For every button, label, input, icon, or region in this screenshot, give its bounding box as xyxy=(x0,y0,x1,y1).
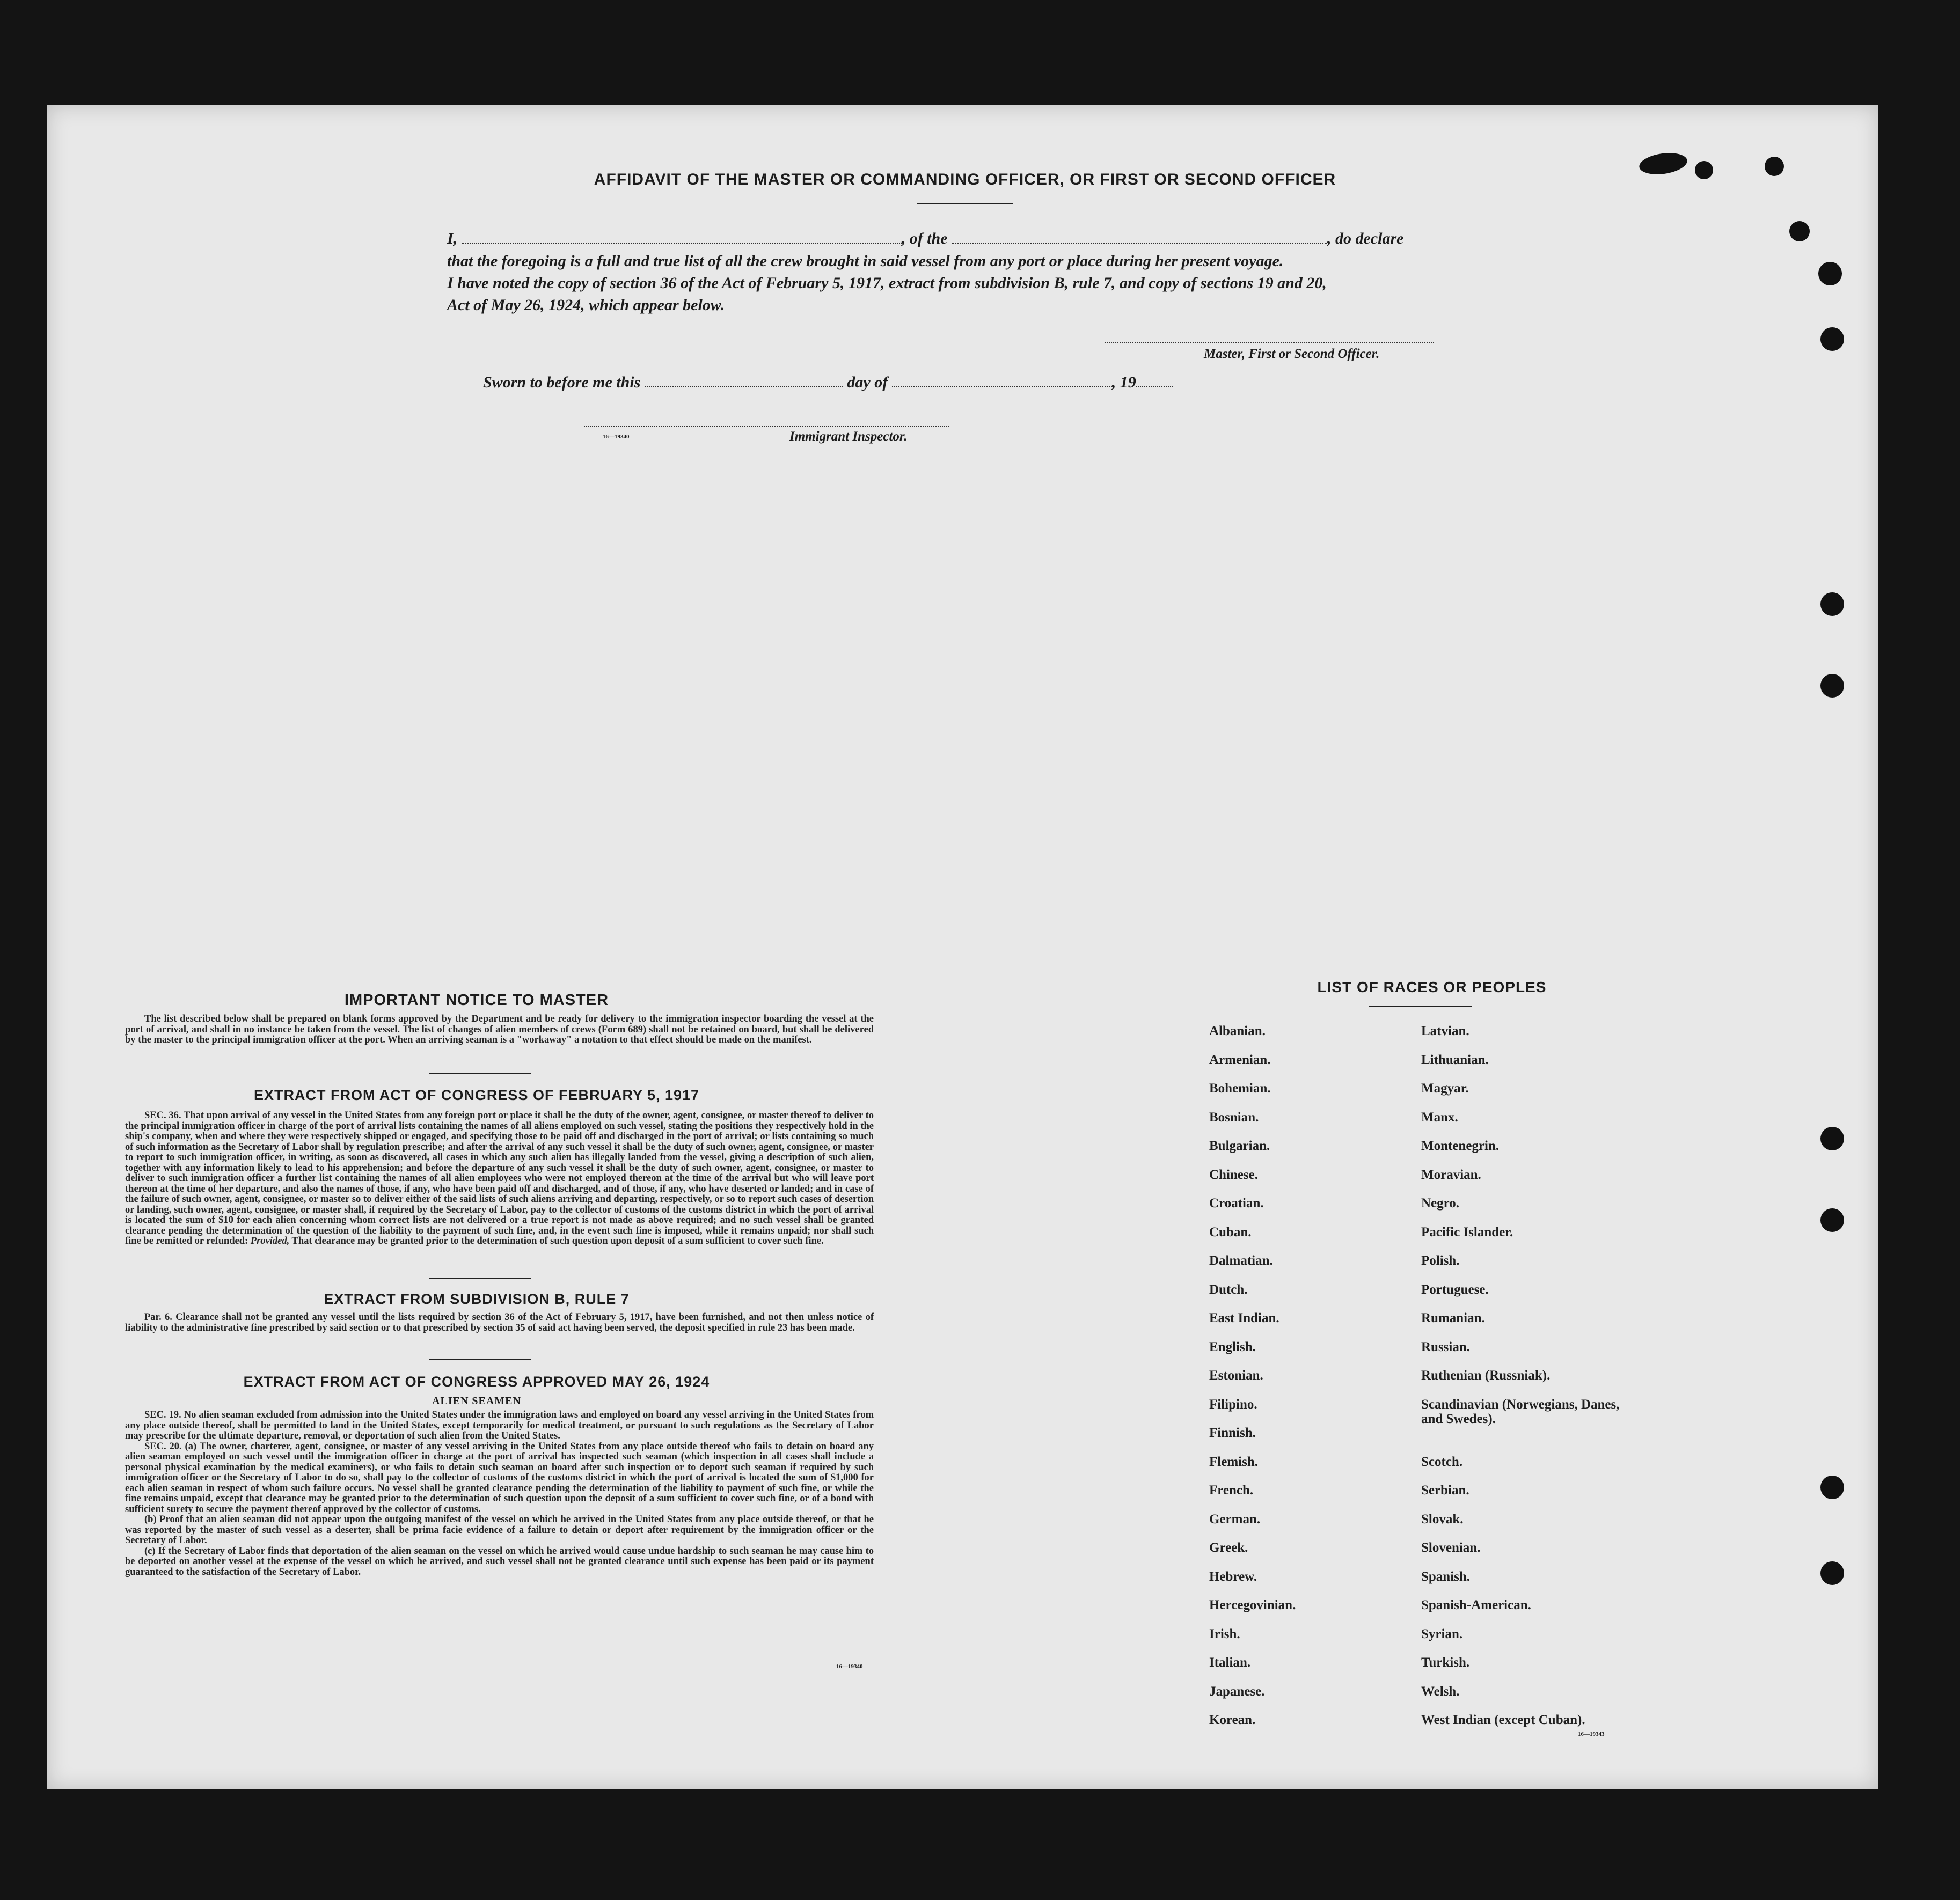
extract-1917-body xyxy=(125,1111,874,1247)
race-item: Croatian. xyxy=(1209,1196,1264,1211)
sworn-year-prefix: , 19 xyxy=(1111,373,1136,391)
race-item: Welsh. xyxy=(1421,1684,1460,1699)
section-divider xyxy=(429,1278,531,1279)
affidavit-i: I, xyxy=(447,230,458,247)
punch-hole xyxy=(1789,221,1810,241)
inspector-signature-line[interactable] xyxy=(584,426,949,427)
sec20a-paragraph: SEC. 20. (a) The owner, charterer, agent, consignee, or master of any vessel arriving in the United States from any place outside thereof who fails to detain on board any alien seaman employed on such vessel until the immigration officer in charge at the port of arrival has inspected such seaman (which inspection in all cases shall include a personal physical examination by the medical examiners), or who fails to detain such seaman on board after such inspection or to deport such seaman if required by such immigration officer or the Secretary of Labor to do so, shall pay to the collector of customs of the customs district in which the port of arrival is located the sum of $1,000 for each alien seaman in respect of whom such failure occurs. No vessel shall be granted clearance pending the determination of the liability to payment of such fine, or while the fine remains unpaid, except that clearance may be granted prior to the determination of such question upon the deposit of a sum sufficient to cover such fine, or of a bond with sufficient surety to secure the payment thereof approved by the collector of customs. xyxy=(125,1441,874,1515)
section-divider xyxy=(429,1073,531,1074)
race-item: Dutch. xyxy=(1209,1282,1248,1297)
race-item: Finnish. xyxy=(1209,1426,1256,1440)
extract-1917-title: EXTRACT FROM ACT OF CONGRESS OF FEBRUARY 5, 1917 xyxy=(253,1087,700,1103)
rule7-paragraph: Par. 6. Clearance shall not be granted any vessel until the lists required by section 36 of the Act of February 5, 1917, have been furnished, and not then unless notice of liability to the administrative fine prescribed by said section or to that prescribed by section 35 of said act having been served, the deposit specified in rule 23 has been made. xyxy=(125,1312,874,1333)
notice-title: IMPORTANT NOTICE TO MASTER xyxy=(344,992,609,1009)
sworn-month-blank[interactable] xyxy=(892,375,1112,387)
race-item: Montenegrin. xyxy=(1421,1139,1500,1153)
race-item: Latvian. xyxy=(1421,1024,1469,1038)
race-item: Polish. xyxy=(1421,1253,1460,1268)
race-item: Chinese. xyxy=(1209,1167,1258,1182)
race-item: Albanian. xyxy=(1209,1024,1266,1038)
sec19-paragraph: SEC. 19. No alien seaman excluded from admission into the United States under the immigration laws and employed on board any vessel arriving in the United States from any place outside thereof, shall be permitted to land in the United States, except temporarily for medical treatment, or pursuant to such regulations as the Secretary of Labor may prescribe for the ultimate departure, removal, or deportation of such alien from the United States. xyxy=(125,1410,874,1441)
race-item: French. xyxy=(1209,1483,1254,1498)
extract-1924-title: EXTRACT FROM ACT OF CONGRESS APPROVED MAY 26, 1924 xyxy=(243,1374,710,1390)
race-item: Greek. xyxy=(1209,1540,1248,1555)
provided-word: Provided, xyxy=(250,1236,290,1246)
race-item: Syrian. xyxy=(1421,1626,1463,1641)
race-item: Slovenian. xyxy=(1421,1540,1481,1555)
punch-hole xyxy=(1820,674,1844,698)
race-item: Russian. xyxy=(1421,1339,1471,1354)
punch-hole xyxy=(1820,592,1844,616)
punch-hole xyxy=(1820,1561,1844,1585)
race-item: Negro. xyxy=(1421,1196,1460,1211)
affidavit-form-code: 16—19340 xyxy=(603,434,630,440)
notice-body xyxy=(125,1014,874,1046)
affidavit-line-3: I have noted the copy of section 36 of the Act of February 5, 1917, extract from subdivision B, rule 7, and copy of sections 19 and 20, xyxy=(447,274,1327,292)
race-item: Flemish. xyxy=(1209,1454,1258,1469)
extract-form-code: 16—19340 xyxy=(836,1663,863,1670)
affidavit-of-the: , of the xyxy=(901,230,948,247)
race-item: Manx. xyxy=(1421,1110,1458,1125)
race-item: Bulgarian. xyxy=(1209,1139,1270,1153)
sworn-year-blank[interactable] xyxy=(1136,375,1173,387)
sworn-prefix: Sworn to before me this xyxy=(483,373,641,391)
sec20c-paragraph: (c) If the Secretary of Labor finds that deportation of the alien seaman on the vessel on which he arrived would cause undue hardship to such seaman he may cause him to be deported on another vessel at the expense of the vessel on which he arrived, and such vessel shall not be granted clearance until such expense has been paid or its payment guaranteed to the satisfaction of the Secretary of Labor. xyxy=(125,1545,874,1578)
alien-seamen-subtitle: ALIEN SEAMEN xyxy=(432,1395,521,1407)
ink-blot xyxy=(1695,161,1713,179)
race-item: Moravian. xyxy=(1421,1167,1481,1182)
master-signature-label: Master, First or Second Officer. xyxy=(1204,347,1380,361)
sworn-day-of: day of xyxy=(847,373,888,391)
section-divider xyxy=(429,1359,531,1360)
rule7-title: EXTRACT FROM SUBDIVISION B, RULE 7 xyxy=(324,1291,630,1307)
ink-blot xyxy=(1638,150,1688,177)
punch-hole xyxy=(1820,327,1844,351)
race-item: Portuguese. xyxy=(1421,1282,1489,1297)
races-title-divider xyxy=(1369,1006,1472,1007)
race-item: Hercegovinian. xyxy=(1209,1598,1296,1612)
affidavit-do-declare: , do declare xyxy=(1327,230,1404,247)
race-item: Cuban. xyxy=(1209,1224,1252,1239)
races-form-code: 16—19343 xyxy=(1578,1731,1605,1737)
affidavit-line-1 xyxy=(447,228,1515,250)
rule7-body xyxy=(125,1312,874,1333)
punch-hole xyxy=(1820,1208,1844,1232)
document-page xyxy=(47,105,1878,1789)
race-item: Bohemian. xyxy=(1209,1081,1271,1096)
title-divider xyxy=(917,203,1013,204)
race-item: Armenian. xyxy=(1209,1052,1271,1067)
ink-blot xyxy=(1765,157,1784,176)
race-item: Rumanian. xyxy=(1421,1311,1485,1325)
notice-paragraph: The list described below shall be prepared on blank forms approved by the Department and be ready for delivery to the immigration inspector boarding the vessel at the port of arrival, and shall in no instance be taken from the vessel. The list of changes of alien members of crews (Form 689) shall not be retained on board, but shall be delivered by the master to the principal immigration officer at the port. When an arriving seaman is a "workaway" a notation to that effect should be made on the manifest. xyxy=(125,1014,874,1045)
inspector-label: Immigrant Inspector. xyxy=(789,429,908,444)
race-item: Estonian. xyxy=(1209,1368,1263,1383)
affidavit-line-2: that the foregoing is a full and true list of all the crew brought in said vessel from any port or place during her present voyage. xyxy=(447,252,1284,270)
punch-hole xyxy=(1820,1127,1844,1150)
race-item: Pacific Islander. xyxy=(1421,1224,1513,1239)
vessel-blank[interactable] xyxy=(952,231,1327,244)
race-item: Ruthenian (Russniak). xyxy=(1421,1368,1551,1383)
race-item: English. xyxy=(1209,1339,1256,1354)
sworn-line xyxy=(483,371,1551,394)
affidavit-title: AFFIDAVIT OF THE MASTER OR COMMANDING OFFICER, OR FIRST OR SECOND OFFICER xyxy=(594,171,1336,188)
extract-1924-body xyxy=(125,1410,874,1578)
race-item: Italian. xyxy=(1209,1655,1251,1670)
race-item: German. xyxy=(1209,1512,1261,1527)
sec20b-paragraph: (b) Proof that an alien seaman did not appear upon the outgoing manifest of the vessel on which he arrived in the United States from any place outside thereof, or that he was reported by the master of such vessel as a deserter, shall be prima facie evidence of a failure to detain or deport after requirement by the immigration officer or the Secretary of Labor. xyxy=(125,1514,874,1546)
race-item: Filipino. xyxy=(1209,1397,1257,1412)
punch-hole xyxy=(1818,262,1842,285)
race-item: Bosnian. xyxy=(1209,1110,1259,1125)
race-item: Magyar. xyxy=(1421,1081,1469,1096)
punch-hole xyxy=(1820,1476,1844,1499)
sec36-text: SEC. 36. That upon arrival of any vessel in the United States from any foreign port or place it shall be the duty of the owner, agent, consignee, or master thereof to deliver to the principal immigration officer in charge of the port of arrival lists containing the names of all aliens employed on such vessel, stating the positions they respectively hold in the ship's company, when and where they were respectively shipped or engaged, and specifying those to be paid off and discharged in the port of arrival; or lists containing so much of such information as the Secretary of Labor shall by regulation prescribe; and after the arrival of any such vessel it shall be the duty of such owner, agent, consignee, or master to report to such immigration officer, in writing, as soon as discovered, all cases in which any such alien has illegally landed from the vessel, giving a description of such alien, together with any information likely to lead to his apprehension; and before the departure of any such vessel it shall be the duty of such owner, agent, consignee, or master to deliver to such immigration officer a further list containing the names of all alien employees who were not employed thereon at the time of the arrival but who will leave port thereon at the time of her departure, and also the names of those, if any, who have been paid off and discharged, and of those, if any, who have deserted or landed; and in case of the failure of such owner, agent, consignee, or master so to deliver either of the said lists of such aliens arriving and departing, respectively, or so to report such cases of desertion or landing, such owner, agent, consignee, or master shall, if required by the Secretary of Labor, pay to the collector of customs of the customs district in which the port of arrival is located the sum of $10 for each alien concerning whom correct lists are not delivered or a true report is not made as above required; and no such vessel shall be granted clearance pending the determination of the question of the liability to the payment of such fine, and, in the event such fine is imposed, while it remains unpaid; nor shall such fine be remitted or refunded: xyxy=(125,1110,874,1246)
races-title: LIST OF RACES OR PEOPLES xyxy=(1317,979,1547,995)
race-item: Lithuanian. xyxy=(1421,1052,1489,1067)
race-item: Serbian. xyxy=(1421,1483,1469,1498)
race-item: Turkish. xyxy=(1421,1655,1470,1670)
name-blank[interactable] xyxy=(462,231,902,244)
race-item: Dalmatian. xyxy=(1209,1253,1273,1268)
race-item: West Indian (except Cuban). xyxy=(1421,1713,1585,1727)
race-item: Japanese. xyxy=(1209,1684,1265,1699)
race-item: Slovak. xyxy=(1421,1512,1464,1527)
race-item: Scandinavian (Norwegians, Danes, and Swedes). xyxy=(1421,1397,1620,1426)
master-signature-line[interactable] xyxy=(1105,342,1434,343)
race-item: Spanish. xyxy=(1421,1569,1471,1584)
sec36-text-end: That clearance may be granted prior to the determination of such question upon deposit of a sum sufficient to cover such fine. xyxy=(291,1236,824,1246)
race-item: Scotch. xyxy=(1421,1454,1463,1469)
race-item: Korean. xyxy=(1209,1713,1256,1727)
race-item: Irish. xyxy=(1209,1626,1240,1641)
race-item: Hebrew. xyxy=(1209,1569,1257,1584)
affidavit-line-4: Act of May 26, 1924, which appear below. xyxy=(447,296,725,314)
sworn-day-blank[interactable] xyxy=(645,375,843,387)
race-item: East Indian. xyxy=(1209,1311,1279,1325)
race-item: Spanish-American. xyxy=(1421,1598,1531,1612)
